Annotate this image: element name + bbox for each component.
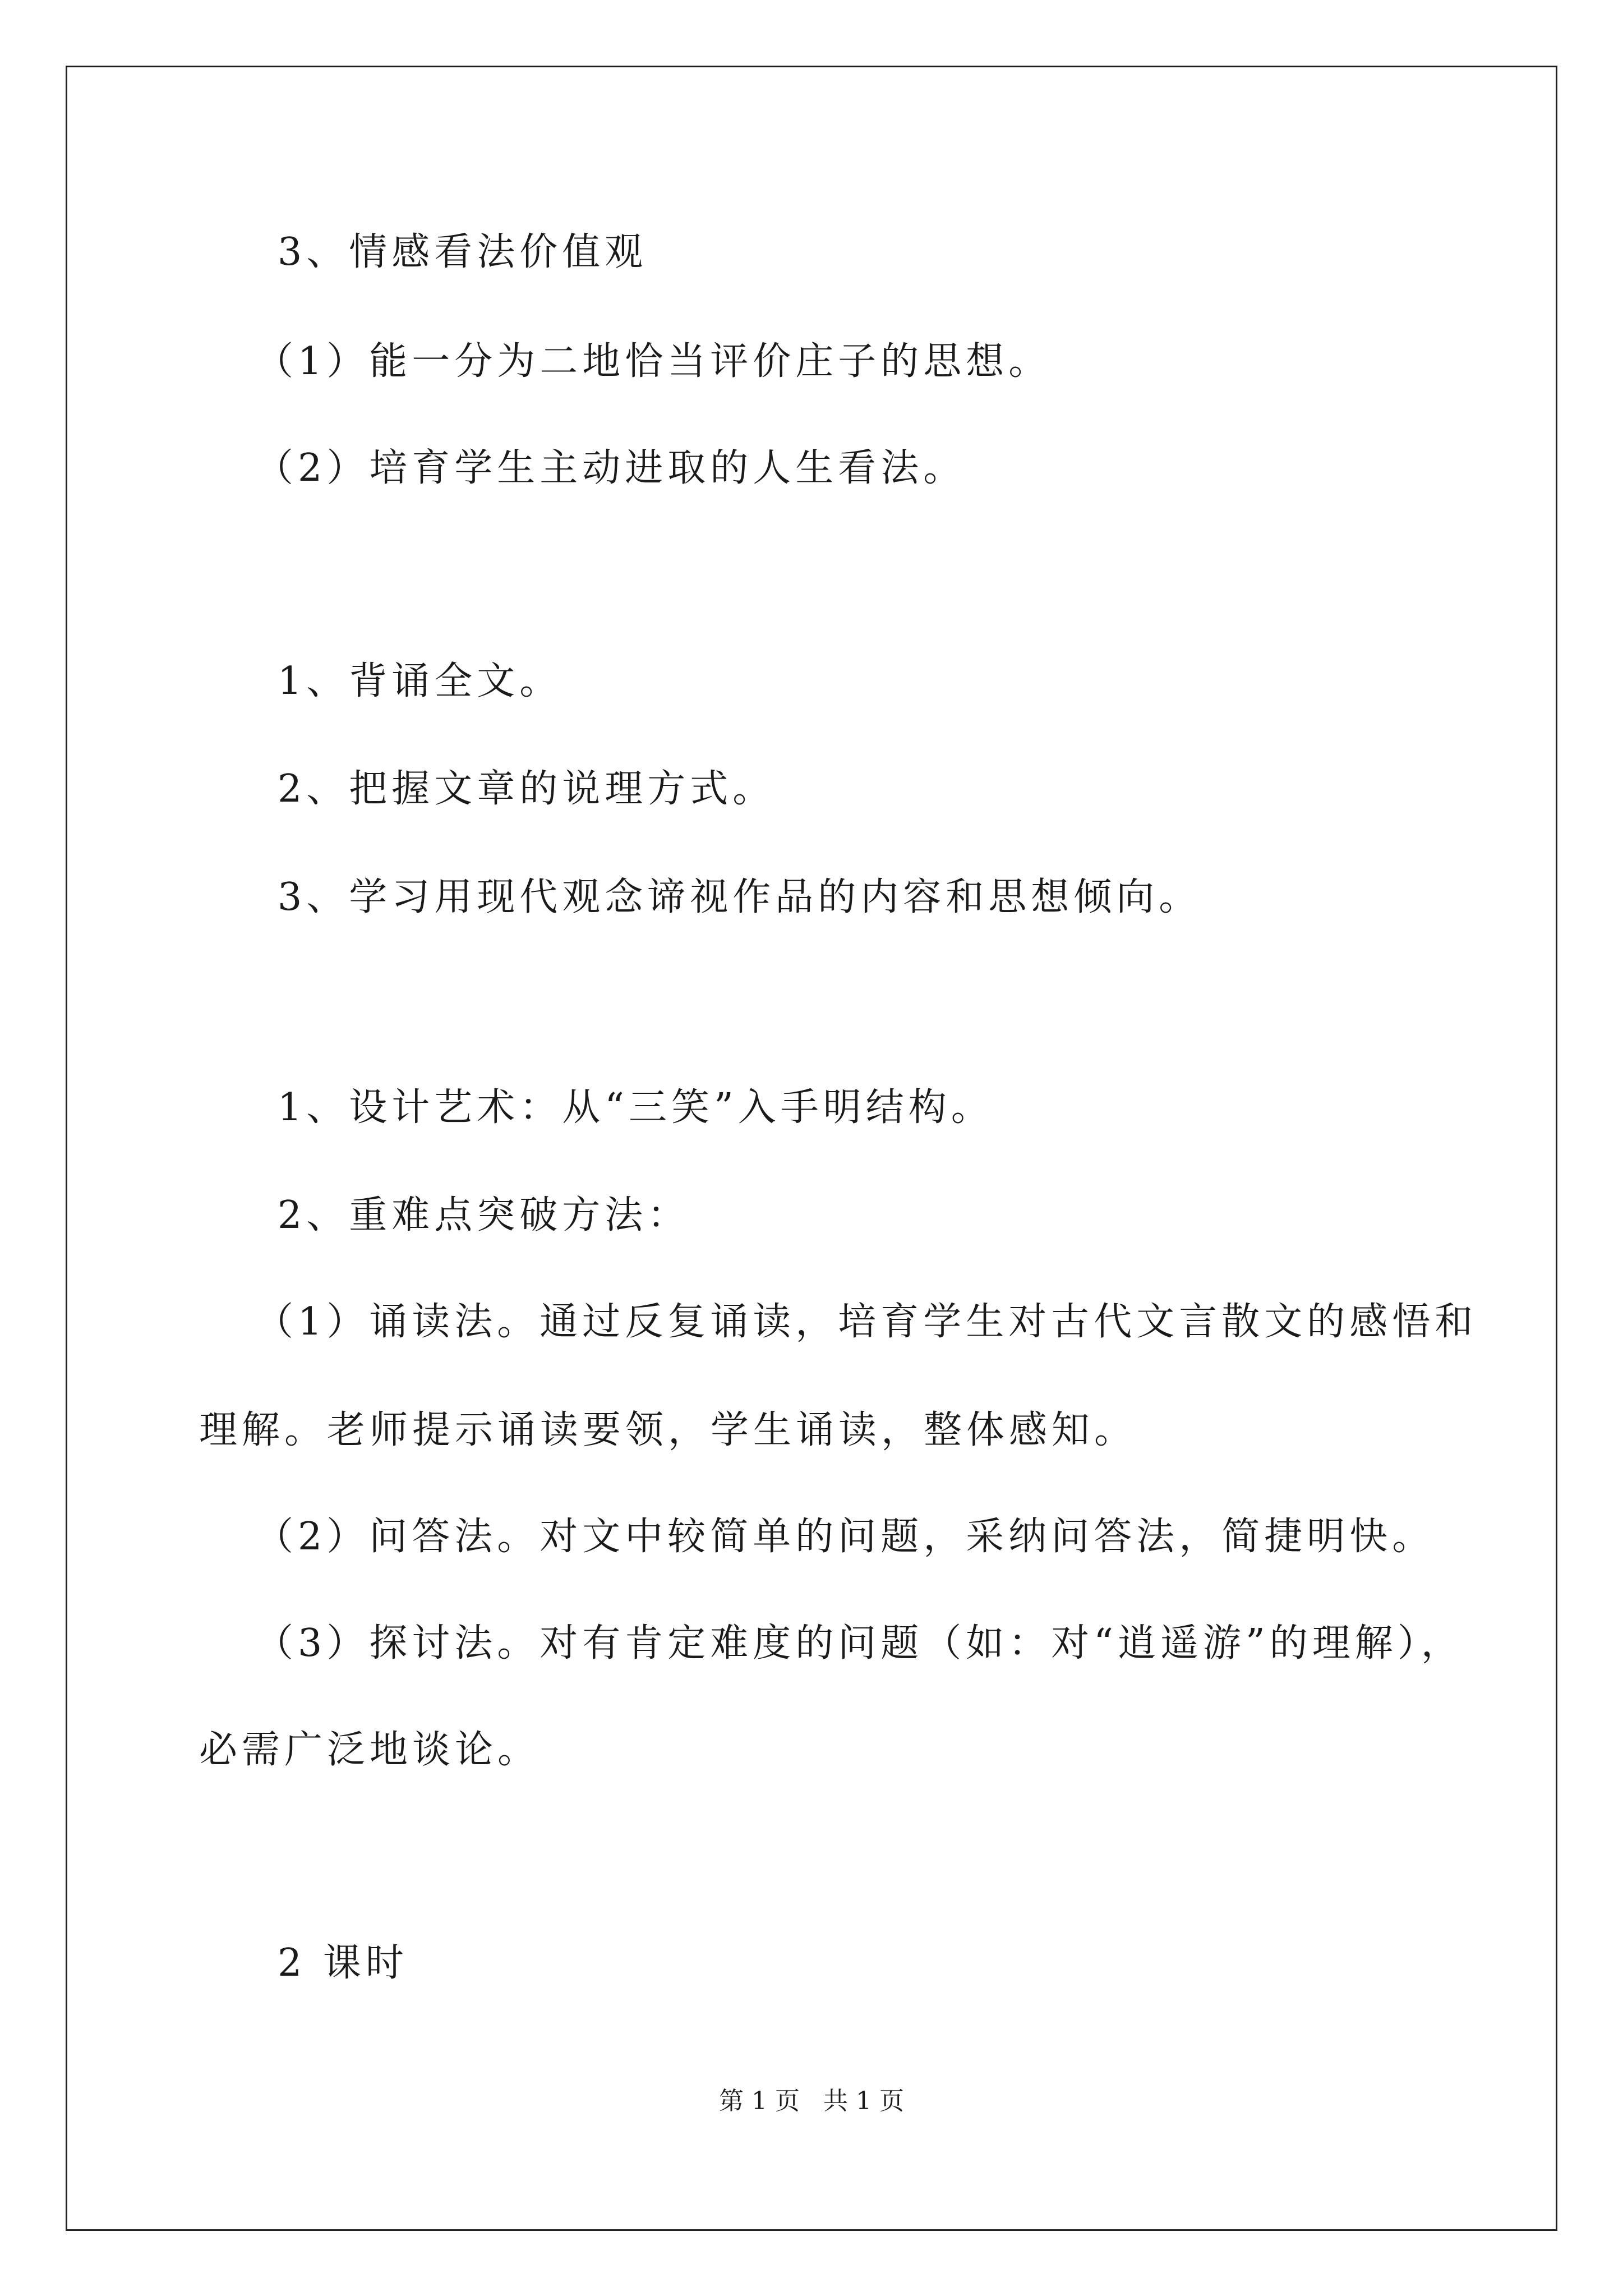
method-question-answer: （2）问答法。对文中较简单的问题，采纳问答法，简捷明快。 bbox=[255, 1515, 1435, 1559]
key-point-1: 1、背诵全文。 bbox=[278, 659, 562, 703]
page-footer: 第 1 页 共 1 页 bbox=[719, 2087, 904, 2115]
method-design: 1、设计艺术：从“三笑”入手明结构。 bbox=[278, 1085, 994, 1130]
heading-emotion-values: 3、情感看法价值观 bbox=[278, 230, 648, 274]
goal-item-2: （2）培育学生主动进取的人生看法。 bbox=[255, 446, 966, 490]
key-point-3: 3、学习用现代观念谛视作品的内容和思想倾向。 bbox=[278, 875, 1202, 919]
page-border bbox=[66, 66, 1557, 2231]
method-breakthrough-heading: 2、重难点突破方法： bbox=[278, 1193, 690, 1237]
key-point-2: 2、把握文章的说理方式。 bbox=[278, 767, 776, 811]
method-recitation: （1）诵读法。通过反复诵读，培育学生对古代文言散文的感悟和 bbox=[255, 1300, 1478, 1344]
class-hours: 2 课时 bbox=[278, 1941, 408, 1985]
method-discussion-continued: 必需广泛地谈论。 bbox=[199, 1728, 541, 1772]
goal-item-1: （1）能一分为二地恰当评价庄子的思想。 bbox=[255, 339, 1052, 384]
method-recitation-continued: 理解。老师提示诵读要领，学生诵读，整体感知。 bbox=[199, 1408, 1137, 1452]
method-discussion: （3）探讨法。对有肯定难度的问题（如：对“逍遥游”的理解）， bbox=[255, 1621, 1464, 1665]
